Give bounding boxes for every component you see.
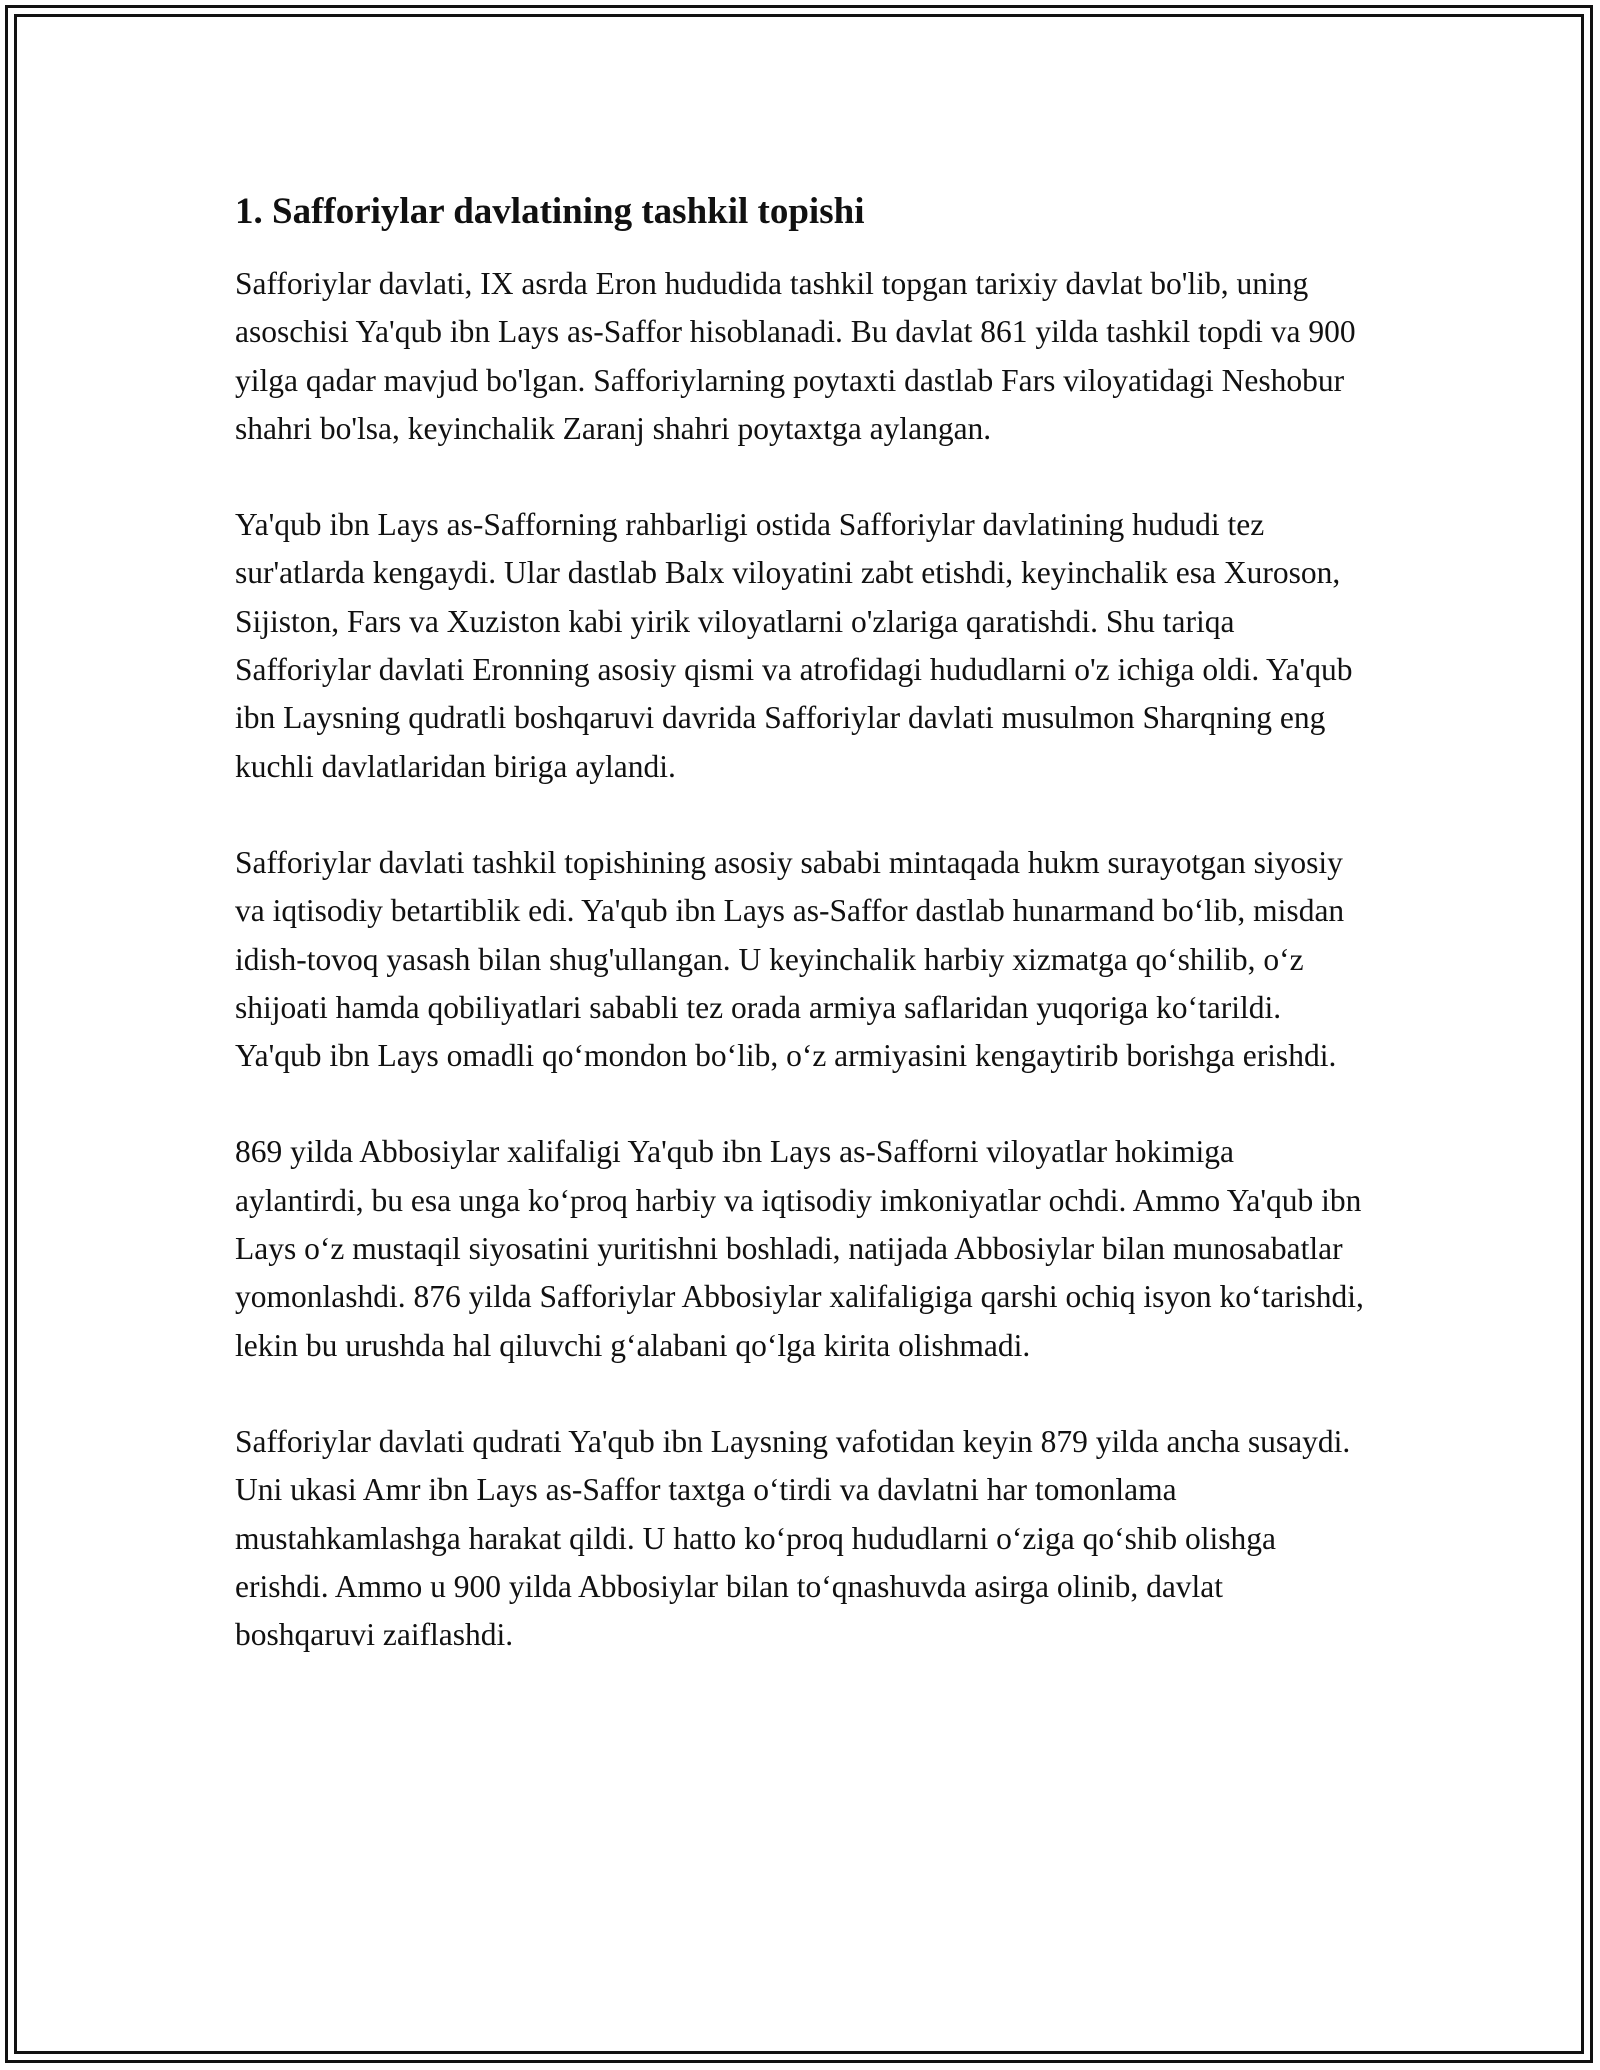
document-body (235, 188, 1370, 1707)
paragraph-2: Ya'qub ibn Lays as-Safforning rahbarligi ostida Safforiylar davlatining hududi tez sur'atlarda kengaydi. Ular dastlab Balx viloyatini zabt etishdi, keyinchalik esa Xuroson, Sijiston, Fars va Xuziston kabi yirik viloyatlarni o'zlariga qaratishdi. Shu tariqa Safforiylar davlati Eronning asosiy qismi va atrofidagi hududlarni o'z ichiga oldi. Ya'qub ibn Laysning qudratli boshqaruvi davrida Safforiylar davlati musulmon Sharqning eng kuchli davlatlaridan biriga aylandi. (235, 507, 1353, 784)
paragraph-5: Safforiylar davlati qudrati Ya'qub ibn Laysning vafotidan keyin 879 yilda ancha susaydi. Uni ukasi Amr ibn Lays as-Saffor taxtga o‘tirdi va davlatni har tomonlama mustahkamlashga harakat qildi. U hatto ko‘proq hududlarni o‘ziga qo‘shib olishga erishdi. Ammo u 900 yilda Abbosiylar bilan to‘qnashuvda asirga olinib, davlat boshqaruvi zaiflashdi. (235, 1423, 1351, 1653)
paragraph-3: Safforiylar davlati tashkil topishining asosiy sababi mintaqada hukm surayotgan siyosiy va iqtisodiy betartiblik edi. Ya'qub ibn Lays as-Saffor dastlab hunarmand bo‘lib, misdan idish-tovoq yasash bilan shug'ullangan. U keyinchalik harbiy xizmatga qo‘shilib, o‘z shijoati hamda qobiliyatlari sababli tez orada armiya saflaridan yuqoriga ko‘tarildi. Ya'qub ibn Lays omadli qo‘mondon bo‘lib, o‘z armiyasini kengaytirib borishga erishdi. (235, 844, 1345, 1074)
paragraph-1: Safforiylar davlati, IX asrda Eron hududida tashkil topgan tarixiy davlat bo'lib, uning asoschisi Ya'qub ibn Lays as-Saffor hisoblanadi. Bu davlat 861 yilda tashkil topdi va 900 yilga qadar mavjud bo'lgan. Safforiylarning poytaxti dastlab Fars viloyatidagi Neshobur shahri bo'lsa, keyinchalik Zaranj shahri poytaxtga aylangan. (235, 266, 1356, 446)
paragraph-4: 869 yilda Abbosiylar xalifaligi Ya'qub ibn Lays as-Safforni viloyatlar hokimiga aylantirdi, bu esa unga ko‘proq harbiy va iqtisodiy imkoniyatlar ochdi. Ammo Ya'qub ibn Lays o‘z mustaqil siyosatini yuritishni boshladi, natijada Abbosiylar bilan munosabatlar yomonlashdi. 876 yilda Safforiylar Abbosiylar xalifaligiga qarshi ochiq isyon ko‘tarishdi, lekin bu urushda hal qiluvchi g‘alabani qo‘lga kirita olishmadi. (235, 1134, 1364, 1363)
section-heading: 1. Safforiylar davlatining tashkil topishi (235, 191, 865, 232)
